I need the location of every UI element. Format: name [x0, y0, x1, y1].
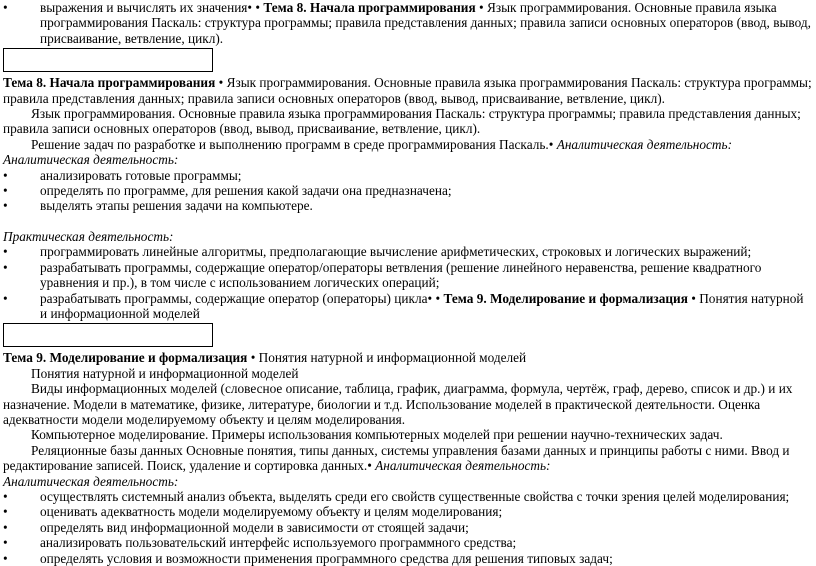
list-item: [3, 0, 813, 46]
topic8-intro: Язык программирования. Основные правила языка программирования Паскаль: структура программы; правила представления данных; правила записи основных операторов (ввод, вывод, присваивание, ветвление, цикл).: [3, 75, 812, 106]
bullet-icon: •: [3, 504, 8, 520]
list-item-text: анализировать готовые программы;: [40, 167, 242, 183]
list-item-text: разрабатывать программы, содержащие оператор/операторы ветвления (решение линейного неравенства, решение квадратного уравнения и пр.), в том числе с использованием логических операций;: [40, 259, 762, 291]
topic9-header: [3, 350, 813, 365]
bullet-icon: •: [367, 458, 372, 474]
topic-intro: Понятия натурной и информационной моделей: [40, 290, 804, 321]
bullet-icon: •: [479, 0, 484, 15]
topic8-header: [3, 75, 813, 106]
bullet-icon: •: [427, 290, 433, 306]
topic9-para1: Понятия натурной и информационной моделей: [31, 365, 299, 381]
bullet-icon: •: [3, 244, 8, 260]
bullet-icon: •: [250, 350, 256, 366]
list-item-text: выделять этапы решения задачи на компьютере.: [40, 198, 313, 214]
list-item: [3, 520, 813, 535]
list-item: [3, 244, 813, 259]
bullet-icon: •: [3, 519, 8, 535]
list-item: [3, 198, 813, 213]
bullet-icon: •: [3, 488, 8, 504]
list-item-text: определять по программе, для решения какой задачи она предназначена;: [40, 183, 452, 199]
analytic-label: Аналитическая деятельность:: [3, 152, 179, 168]
list-item-text: программировать линейные алгоритмы, предполагающие вычисление арифметических, строковых и логических выражений;: [40, 244, 752, 260]
list-item: [3, 183, 813, 198]
analytic-label: Аналитическая деятельность:: [3, 473, 179, 489]
bullet-icon: •: [3, 535, 8, 551]
list-item: [3, 504, 813, 519]
bullet-icon: •: [3, 290, 8, 306]
analytic-inline: Аналитическая деятельность:: [371, 458, 551, 474]
topic9-para3: Компьютерное моделирование. Примеры использования компьютерных моделей при решении научно-технических задач.: [31, 427, 723, 443]
topic-intro: Язык программирования. Основные правила языка программирования Паскаль: структура программы; правила представления данных; правила записи основных операторов (ввод, вывод, присваивание, ветвление, цикл).: [40, 0, 811, 46]
list-item-text: осуществлять системный анализ объекта, выделять среди его свойств существенные свойства с точки зрения целей моделирования;: [40, 488, 790, 504]
list-item: [3, 168, 813, 183]
topic9-intro: Понятия натурной и информационной моделей: [255, 350, 527, 366]
topic-heading: Тема 9. Моделирование и формализация: [443, 290, 688, 306]
topic8-heading: Тема 8. Начала программирования: [3, 75, 216, 91]
bullet-icon: •: [548, 136, 554, 152]
topic8-para2: [3, 137, 813, 152]
list-item-text: разрабатывать программы, содержащие оператор (операторы) цикла: [40, 290, 428, 306]
bullet-icon: •: [247, 0, 253, 15]
bullet-icon: •: [3, 259, 8, 275]
bullet-icon: •: [218, 75, 224, 91]
bullet-icon: •: [3, 167, 8, 183]
topic8-para1: Язык программирования. Основные правила языка программирования Паскаль: структура программы; правила представления данных; правила записи основных операторов (ввод, вывод, присваивание, ветвление, цикл).: [3, 106, 801, 137]
list-item-text: анализировать пользовательский интерфейс используемого программного средства;: [40, 535, 517, 551]
topic9-para4: [3, 443, 813, 474]
analytic-inline: Аналитическая деятельность:: [553, 136, 733, 152]
bullet-icon: •: [3, 183, 8, 199]
list-item-text: определять вид информационной модели в зависимости от стоящей задачи;: [40, 519, 469, 535]
list-item: [3, 291, 813, 322]
list-item-text: выражения и вычислять их значения: [40, 0, 248, 15]
empty-frame: [3, 48, 213, 72]
list-item: [3, 489, 813, 504]
list-item-text: определять условия и возможности применения программного средства для решения типовых задач;: [40, 550, 613, 566]
bullet-icon: •: [3, 0, 8, 15]
bullet-icon: •: [435, 290, 441, 306]
bullet-icon: •: [3, 550, 8, 566]
topic9-heading: Тема 9. Моделирование и формализация: [3, 350, 248, 366]
list-item-text: оценивать адекватность модели моделируемому объекту и целям моделирования;: [40, 504, 503, 520]
bullet-icon: •: [255, 0, 261, 15]
topic-heading: Тема 8. Начала программирования: [263, 0, 476, 15]
bullet-icon: •: [3, 198, 8, 214]
topic9-para2: Виды информационных моделей (словесное описание, таблица, график, диаграмма, формула, чертёж, граф, дерево, список и др.) и их назначение. Модели в математике, физике, литературе, биологии и т.д. Использование моделей в практической деятельности. Оценка адекватности модели моделируемому объекту и целям моделирования.: [3, 381, 793, 427]
topic9-para4-text: Реляционные базы данных Основные понятия, типы данных, системы управления базами данных и принципы работы с ними. Ввод и редактирование записей. Поиск, удаление и сортировка данных.: [3, 442, 790, 474]
list-item: [3, 551, 813, 566]
topic8-para2-text: Решение задач по разработке и выполнению программ в среде программирования Паскаль.: [31, 136, 549, 152]
empty-frame: [3, 323, 213, 347]
bullet-icon: •: [691, 290, 696, 306]
practical-label: Практическая деятельность:: [3, 228, 174, 244]
list-item: [3, 260, 813, 291]
